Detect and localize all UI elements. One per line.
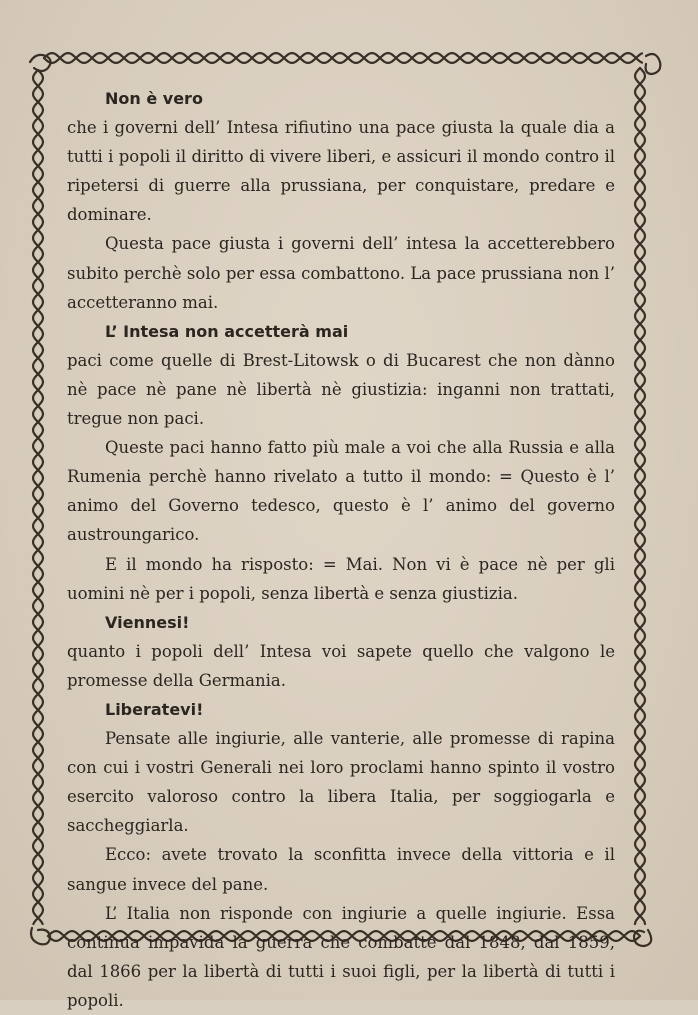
heading-viennesi: Viennesi! (105, 612, 190, 632)
paragraph: Queste paci hanno fatto più male a voi che alla Russia e alla Rumenia perchè hanno rivelato a tutto il mondo: = Questo è l’ animo del Governo tedesco, questo è l’ animo del governo austroungarico. (67, 438, 615, 545)
paragraph: L’ Italia non risponde con ingiurie a quelle ingiurie. Essa continua impavida la guerra che combatte dal 1848, dal 1859, dal 1866 per la libertà di tutti i suoi figli, per la libertà di tutti i popoli. (67, 903, 615, 1010)
heading-intesa-non-accettera: L’ Intesa non accetterà mai (105, 321, 349, 341)
paragraph: E il mondo ha risposto: = Mai. Non vi è pace nè per gli uomini nè per i popoli, senza libertà e senza giustizia. (67, 554, 615, 603)
paragraph: che i governi dell’ Intesa rifiutino una pace giusta la quale dia a tutti i popoli il diritto di vivere liberi, e assicuri il mondo contro il ripetersi di guerre alla prussiana, per conquistare, predare e dominare. (67, 118, 615, 225)
paragraph: Pensate alle ingiurie, alle vanterie, alle promesse di rapina con cui i vostri Generali nei loro proclami hanno spinto il vostro esercito valoroso contro la libera Italia, per soggiogarla e saccheggiarla. (67, 729, 615, 836)
leaflet-text (67, 84, 615, 1010)
paragraph: Ecco: avete trovato la sconfitta invece della vittoria e il sangue invece del pane. (67, 845, 615, 894)
heading-liberatevi: Liberatevi! (105, 699, 204, 719)
heading-non-e-vero: Non è vero (105, 89, 203, 108)
paragraph: Questa pace giusta i governi dell’ intesa la accetterebbero subito perchè solo per essa combattono. La pace prussiana non l’ accetteranno mai. (67, 234, 615, 312)
paragraph: paci come quelle di Brest-Litowsk o di Bucarest che non dànno nè pace nè pane nè libertà nè giustizia: inganni non trattati, tregue non paci. (67, 350, 615, 429)
paragraph: quanto i popoli dell’ Intesa voi sapete quello che valgono le promesse della Germania. (67, 641, 615, 690)
